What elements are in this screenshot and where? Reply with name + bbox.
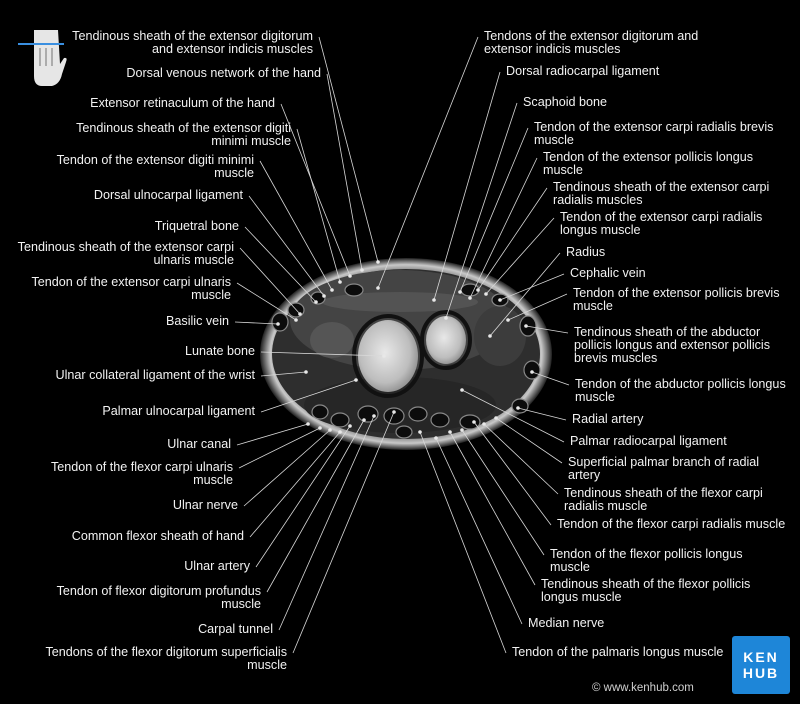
leader-dot-radial-artery [516,406,520,410]
leader-dot-tendinous-sheath-fpl [448,430,452,434]
label-tendons-extensor-digitorum: Tendons of the extensor digitorum and extensor indicis muscles [484,29,699,56]
label-tendon-epl: Tendon of the extensor pollicis longus muscle [543,150,754,177]
scaphoid-bone-shape [422,312,470,368]
kenhub-logo [732,636,790,694]
leader-tendons-fds [293,412,394,653]
leader-dot-palmar-ulnocarpal-ligament [354,378,358,382]
label-lunate-bone: Lunate bone [184,344,255,358]
leader-dot-tendinous-sheath-fcr [482,422,486,426]
leader-dot-palmar-radiocarpal-ligament [460,388,464,392]
leader-dot-tendon-fcr [472,420,476,424]
label-superficial-palmar-branch: Superficial palmar branch of radial artery [568,455,760,482]
leader-dorsal-radiocarpal-ligament [434,72,500,300]
leader-dot-tendon-ecrb [458,290,462,294]
label-scaphoid-bone: Scaphoid bone [523,95,608,109]
leader-dot-ulnar-collateral-ligament [304,370,308,374]
label-radius: Radius [566,245,606,259]
leader-dot-tendon-apl [530,370,534,374]
leader-dot-lunate-bone [382,354,386,358]
leader-dot-tendon-fcu [318,426,322,430]
logo-line-2: HUB [742,665,780,681]
label-tendon-fpl: Tendon of the flexor pollicis longus muscle [550,547,743,574]
copyright-text: © www.kenhub.com [592,682,694,694]
leader-tendons-extensor-digitorum [378,37,478,288]
label-common-flexor-sheath: Common flexor sheath of hand [71,529,244,543]
label-dorsal-venous-network: Dorsal venous network of the hand [126,66,321,80]
triquetral-bone-shape [310,322,354,358]
label-median-nerve: Median nerve [528,616,605,630]
leader-dot-tendinous-sheath-ecr [476,288,480,292]
leader-tendinous-sheath-extensor-digitorum [319,37,378,262]
leader-dot-common-flexor-sheath [338,430,342,434]
label-tendon-fcu: Tendon of the flexor carpi ulnaris muscle [50,460,233,487]
lunate-bone-shape [354,316,422,396]
leader-dot-tendon-epl [468,296,472,300]
label-ulnar-canal: Ulnar canal [167,437,231,451]
leader-dot-tendon-fdp [362,418,366,422]
label-dorsal-ulnocarpal-ligament: Dorsal ulnocarpal ligament [93,188,243,202]
leader-dot-tendinous-sheath-extensor-digitorum [376,260,380,264]
leader-dot-basilic-vein [276,322,280,326]
leader-tendon-ecrb [460,128,528,292]
leader-dot-radius [488,334,492,338]
leader-dot-tendon-ecu [294,318,298,322]
label-palmar-ulnocarpal-ligament: Palmar ulnocarpal ligament [102,404,255,418]
label-tendon-fcr: Tendon of the flexor carpi radialis muscle [557,517,786,531]
leader-dot-ulnar-nerve [328,428,332,432]
label-tendon-epb: Tendon of the extensor pollicis brevis muscle [573,286,780,313]
leader-dot-dorsal-radiocarpal-ligament [432,298,436,302]
label-cephalic-vein: Cephalic vein [570,266,646,280]
label-ulnar-artery: Ulnar artery [184,559,250,573]
leader-dot-tendinous-sheath-apl-epb [524,324,528,328]
leader-tendinous-sheath-fpl [450,432,535,585]
leader-tendinous-sheath-fcr [484,424,558,494]
leader-dot-tendons-fds [392,410,396,414]
leader-tendon-palmaris-longus [420,432,506,653]
label-carpal-tunnel: Carpal tunnel [198,622,273,636]
leader-dot-tendon-palmaris-longus [418,430,422,434]
logo-line-1: KEN [743,649,779,665]
leader-dot-dorsal-ulnocarpal-ligament [322,294,326,298]
leader-tendon-fpl [462,430,544,555]
leader-ulnar-nerve [244,430,330,506]
leader-dot-tendinous-sheath-extensor-digiti-minimi [338,280,342,284]
leader-tendon-epl [470,158,537,298]
leader-dot-tendon-fpl [460,428,464,432]
label-ulnar-nerve: Ulnar nerve [172,498,238,512]
label-basilic-vein: Basilic vein [166,314,229,328]
leader-dot-tendinous-sheath-ecu [298,312,302,316]
label-tendinous-sheath-fpl: Tendinous sheath of the flexor pollicis longus muscle [541,577,751,604]
leader-tendon-fdp [267,420,364,592]
label-tendon-ecu: Tendon of the extensor carpi ulnaris muscle [31,275,231,302]
label-tendon-ecrb: Tendon of the extensor carpi radialis brevis muscle [534,120,774,147]
label-tendon-ecrl: Tendon of the extensor carpi radialis longus muscle [560,210,763,237]
label-tendinous-sheath-extensor-digitorum: Tendinous sheath of the extensor digitorum and extensor indicis muscles [72,29,313,56]
leader-dot-tendons-extensor-digitorum [376,286,380,290]
leader-dot-dorsal-venous-network [360,268,364,272]
leader-tendon-fcu [239,428,320,468]
leader-dot-tendon-epb [506,318,510,322]
label-extensor-retinaculum: Extensor retinaculum of the hand [90,96,275,110]
label-tendon-apl: Tendon of the abductor pollicis longus muscle [575,377,786,404]
leader-dorsal-ulnocarpal-ligament [249,196,324,296]
leader-dot-extensor-retinaculum [348,274,352,278]
leader-dot-tendon-extensor-digiti-minimi [330,288,334,292]
leader-superficial-palmar-branch [496,418,562,463]
label-tendon-palmaris-longus: Tendon of the palmaris longus muscle [512,645,724,659]
label-tendon-fdp: Tendon of flexor digitorum profundus muscle [56,584,261,611]
label-triquetral-bone: Triquetral bone [154,219,239,233]
label-tendons-fds: Tendons of the flexor digitorum superficialis muscle [45,645,287,672]
label-tendinous-sheath-ecr: Tendinous sheath of the extensor carpi radialis muscles [553,180,770,207]
leader-tendinous-sheath-extensor-digiti-minimi [297,129,340,282]
leader-dorsal-venous-network [327,74,362,270]
leader-dot-cephalic-vein [498,298,502,302]
leader-dot-ulnar-canal [306,422,310,426]
leader-dot-carpal-tunnel [372,414,376,418]
label-tendinous-sheath-ecu: Tendinous sheath of the extensor carpi ulnaris muscle [17,240,234,267]
leader-median-nerve [436,438,522,624]
leader-dot-ulnar-artery [348,424,352,428]
wrist-cross-section [260,258,552,450]
leader-extensor-retinaculum [281,104,350,276]
label-tendinous-sheath-extensor-digiti-minimi: Tendinous sheath of the extensor digiti minimi muscle [76,121,291,148]
leader-dot-median-nerve [434,436,438,440]
leader-common-flexor-sheath [250,432,340,537]
leader-dot-superficial-palmar-branch [494,416,498,420]
label-tendon-extensor-digiti-minimi: Tendon of the extensor digiti minimi muscle [56,153,254,180]
leader-tendon-fcr [474,422,551,525]
leader-tendinous-sheath-ecr [478,188,547,290]
label-ulnar-collateral-ligament: Ulnar collateral ligament of the wrist [55,368,255,382]
label-tendinous-sheath-fcr: Tendinous sheath of the flexor carpi radialis muscle [564,486,763,513]
label-radial-artery: Radial artery [572,412,644,426]
leader-dot-scaphoid-bone [444,316,448,320]
leader-dot-triquetral-bone [314,300,318,304]
leader-ulnar-artery [256,426,350,567]
label-dorsal-radiocarpal-ligament: Dorsal radiocarpal ligament [506,64,660,78]
leader-ulnar-canal [237,424,308,445]
leader-radial-artery [518,408,566,420]
label-tendinous-sheath-apl-epb: Tendinous sheath of the abductor pollicis longus and extensor pollicis brevis muscles [574,325,771,365]
label-palmar-radiocarpal-ligament: Palmar radiocarpal ligament [570,434,727,448]
leader-dot-tendon-ecrl [484,292,488,296]
